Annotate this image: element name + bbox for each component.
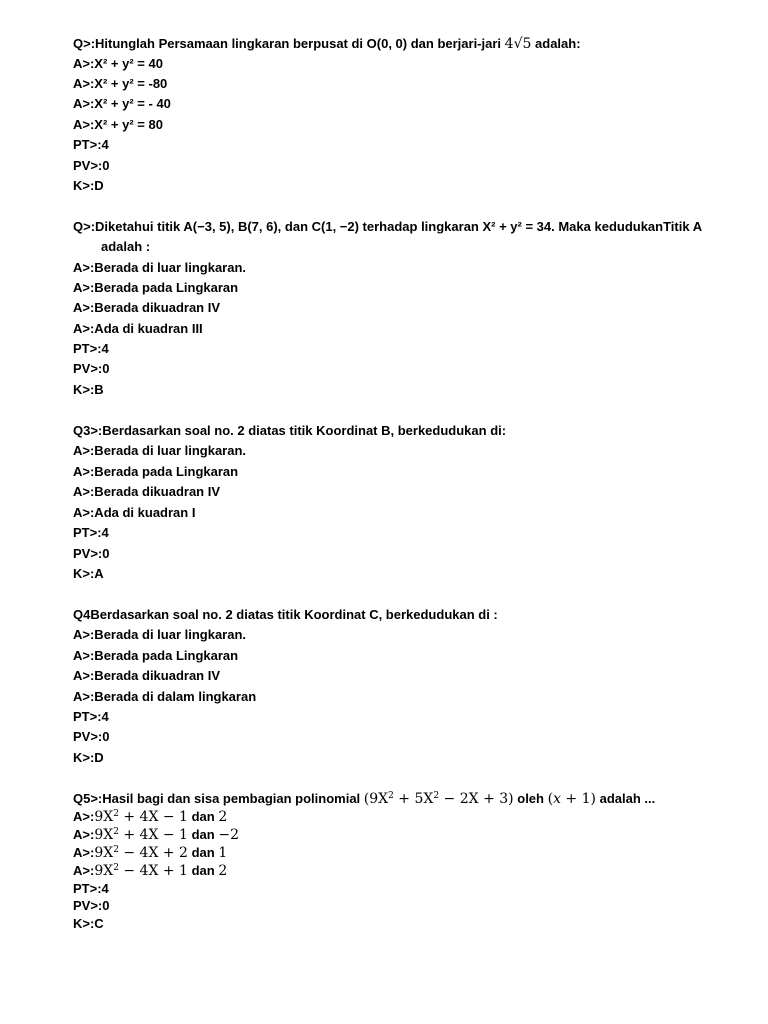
answer-key: K>:D [73, 750, 104, 765]
answer-option: A>:Berada pada Lingkaran [73, 464, 239, 479]
answer-option: $A>:9X^2 - 4X + 1$ dan 2 [73, 863, 228, 879]
answer-option: A>:Berada di luar lingkaran. [73, 627, 247, 642]
question-5 [73, 791, 655, 807]
question-2: Q>:Diketahui titik A(−3, 5), B(7, 6), dan C(1, −2) terhadap lingkaran X² + y² = 34. Maka kedudukanTitik A [73, 219, 703, 234]
answer-option: A>:Berada di dalam lingkaran [73, 689, 257, 704]
points-total: PT>:4 [73, 525, 109, 540]
answer-key: K>:C [73, 916, 104, 931]
points-total: PT>:4 [73, 137, 109, 152]
question-1-math: 4√5 [504, 36, 532, 52]
answer-option: $A>:9X^2 - 4X + 2$ dan 1 [73, 845, 228, 861]
points-total: PT>:4 [73, 881, 109, 896]
answer-option: A>:X² + y² = 80 [73, 117, 163, 132]
points-total: PT>:4 [73, 341, 109, 356]
answer-option: A>:Ada di kuadran III [73, 321, 203, 336]
answer-option: A>:Berada dikuadran IV [73, 300, 221, 315]
answer-key: K>:D [73, 178, 104, 193]
question-5-polynomial: $(9X^2 + 5X^2 - 2X + 3)$ [363, 791, 514, 807]
points-value: PV>:0 [73, 898, 110, 913]
answer-option: A>:Berada dikuadran IV [73, 668, 221, 683]
question-5-end: adalah ... [599, 791, 656, 806]
question-5-text: Q5>:Hasil bagi dan sisa pembagian polinomial [73, 791, 361, 806]
points-value: PV>:0 [73, 729, 110, 744]
answer-option: A>:Berada di luar lingkaran. [73, 260, 247, 275]
question-5-mid: oleh [517, 791, 544, 806]
question-3: Q3>:Berdasarkan soal no. 2 diatas titik Koordinat B, berkedudukan di: [73, 423, 507, 438]
answer-option: A>:X² + y² = - 40 [73, 96, 171, 111]
points-value: PV>:0 [73, 158, 110, 173]
answer-option: A>:X² + y² = -80 [73, 76, 168, 91]
points-value: PV>:0 [73, 546, 110, 561]
answer-option: A>:X² + y² = 40 [73, 56, 163, 71]
answer-key: K>:B [73, 382, 104, 397]
question-4: Q4Berdasarkan soal no. 2 diatas titik Koordinat C, berkedudukan di : [73, 607, 498, 622]
points-value: PV>:0 [73, 361, 110, 376]
points-total: PT>:4 [73, 709, 109, 724]
answer-option: $A>:9X^2 + 4X - 1$ dan 2 [73, 809, 228, 825]
answer-option: $A>:9X^2 + 4X - 1$ dan −2 [73, 827, 239, 843]
answer-option: A>:Berada dikuadran IV [73, 484, 221, 499]
question-1-end: adalah: [535, 36, 581, 51]
question-1-text: Q>:Hitunglah Persamaan lingkaran berpusat di O(0, 0) dan berjari-jari [73, 36, 502, 51]
question-2-continued: adalah : [101, 239, 151, 254]
answer-option: A>:Ada di kuadran I [73, 505, 196, 520]
answer-option: A>:Berada pada Lingkaran [73, 648, 239, 663]
question-5-divisor: (x + 1) [547, 791, 596, 807]
question-1 [73, 36, 581, 52]
answer-key: K>:A [73, 566, 104, 581]
answer-option: A>:Berada di luar lingkaran. [73, 443, 247, 458]
answer-option: A>:Berada pada Lingkaran [73, 280, 239, 295]
